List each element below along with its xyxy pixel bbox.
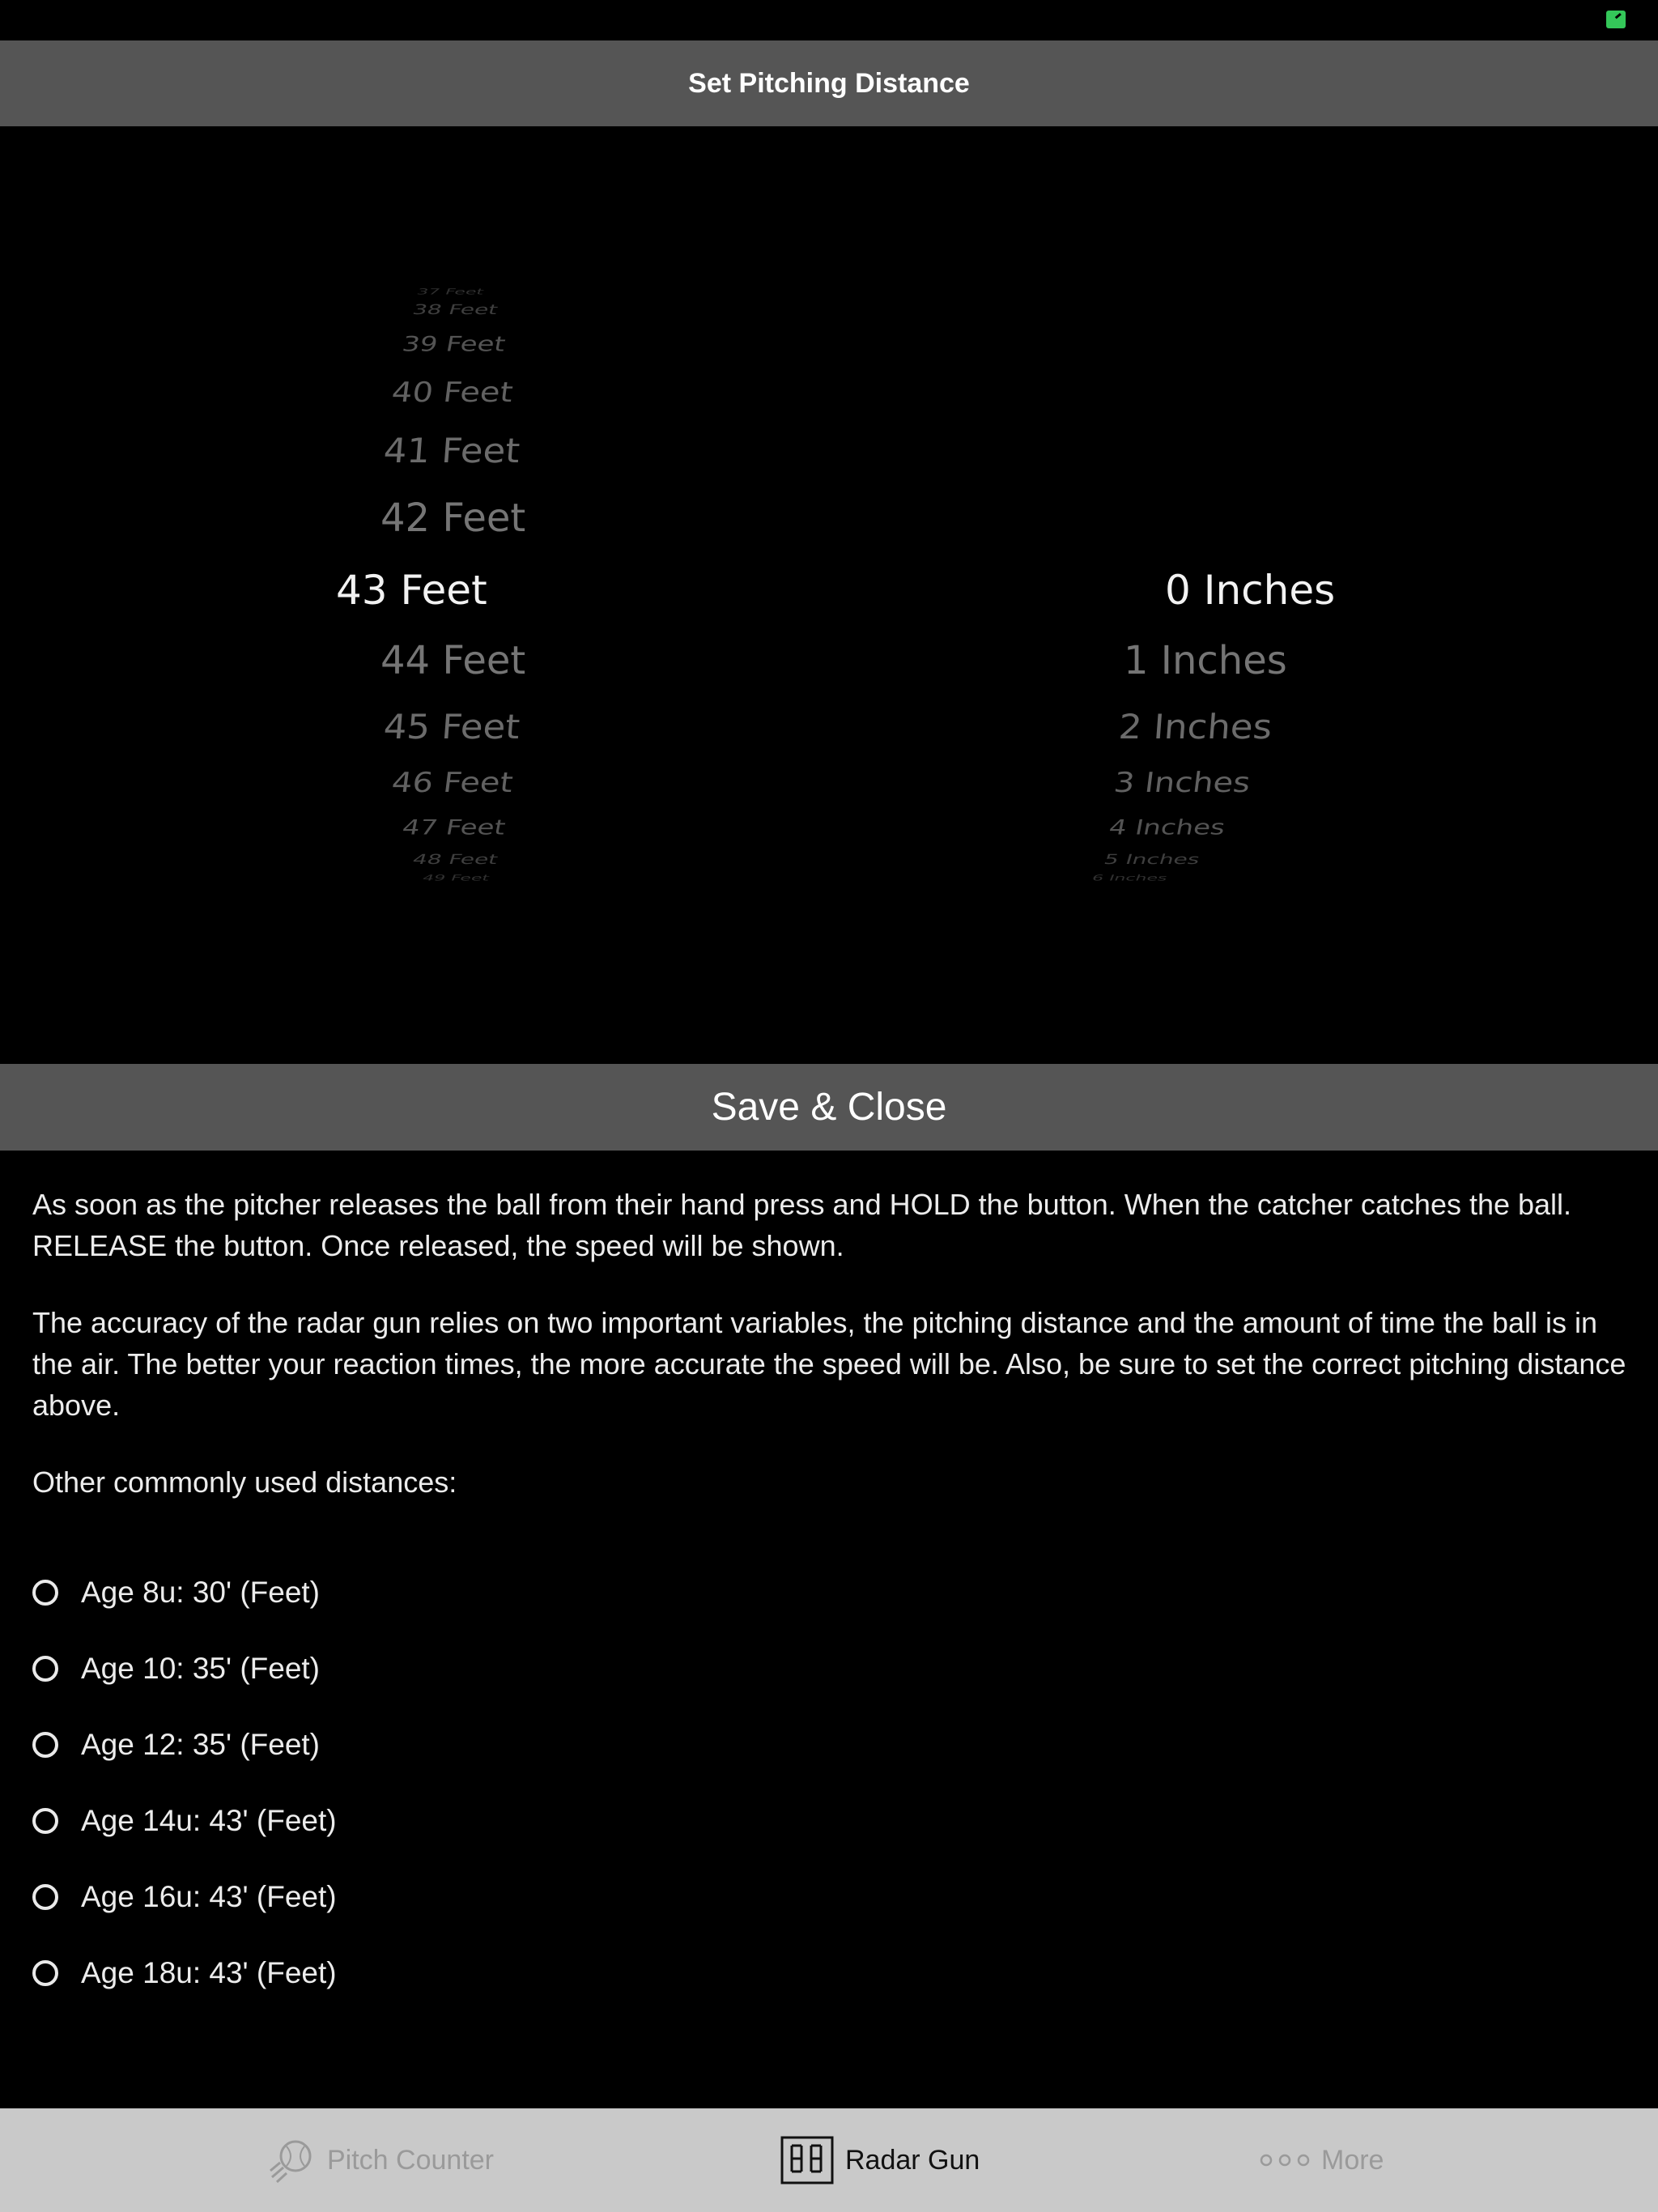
radio-button[interactable]: [32, 1884, 58, 1910]
option-label: Age 16u: 43' (Feet): [81, 1880, 337, 1913]
tab-label: Pitch Counter: [327, 2144, 494, 2176]
option-label: Age 18u: 43' (Feet): [81, 1956, 337, 1989]
inches-picker-wheel[interactable]: [829, 126, 1658, 1064]
picker-selected-feet[interactable]: 43 Feet: [336, 567, 487, 614]
tab-label: More: [1321, 2144, 1384, 2176]
radio-button[interactable]: [32, 1580, 58, 1606]
picker-option[interactable]: 42 Feet: [380, 496, 526, 541]
save-close-label: Save & Close: [711, 1086, 947, 1129]
instruction-paragraph: The accuracy of the radar gun relies on two important variables, the pitching distance and the amount of time the ball is in the air. The better your reaction times, the more accurate the speed will be. Also, be sure to set the correct pitching distance above.: [32, 1306, 1626, 1422]
feet-picker-wheel[interactable]: [0, 126, 829, 1064]
picker-option[interactable]: 1 Inches: [1124, 638, 1287, 683]
picker-option[interactable]: 39 Feet: [400, 332, 508, 356]
picker-option[interactable]: 40 Feet: [389, 376, 515, 409]
save-close-button[interactable]: [0, 1064, 1658, 1151]
picker-option[interactable]: 45 Feet: [382, 706, 521, 747]
option-label: Age 12: 35' (Feet): [81, 1728, 321, 1761]
digital-display-icon: [780, 2136, 834, 2184]
picker-selected-inches[interactable]: 0 Inches: [1165, 567, 1336, 614]
baseball-icon: [269, 2137, 316, 2184]
page-title: Set Pitching Distance: [688, 67, 970, 99]
tab-label: Radar Gun: [845, 2144, 980, 2176]
picker-option[interactable]: 5 Inches: [1102, 851, 1202, 868]
picker-option[interactable]: 41 Feet: [382, 430, 521, 471]
status-bar: [0, 0, 1658, 40]
distance-option[interactable]: [32, 1783, 337, 1859]
tab-pitch-counter[interactable]: [269, 2108, 494, 2212]
distance-option[interactable]: [32, 1631, 337, 1707]
tab-bar: [0, 2108, 1658, 2212]
distance-options-list: [32, 1555, 337, 2011]
option-label: Age 10: 35' (Feet): [81, 1652, 321, 1685]
picker-option[interactable]: 44 Feet: [380, 638, 526, 683]
radio-button[interactable]: [32, 1808, 58, 1834]
distance-option[interactable]: [32, 1859, 337, 1935]
instructions: [32, 1184, 1627, 1538]
picker-option[interactable]: 46 Feet: [389, 767, 515, 799]
distance-option[interactable]: [32, 1935, 337, 2011]
radio-button[interactable]: [32, 1656, 58, 1682]
picker-option[interactable]: 38 Feet: [410, 301, 500, 318]
picker-option[interactable]: 49 Feet: [420, 873, 491, 883]
picker-option[interactable]: 6 Inches: [1090, 873, 1169, 883]
navigation-bar: [0, 40, 1658, 126]
picker-option[interactable]: 37 Feet: [414, 287, 486, 297]
radio-button[interactable]: [32, 1732, 58, 1758]
option-label: Age 8u: 30' (Feet): [81, 1576, 321, 1609]
distances-heading: Other commonly used distances:: [32, 1465, 457, 1499]
battery-icon: [1606, 11, 1626, 28]
picker-option[interactable]: 48 Feet: [410, 851, 500, 868]
picker-option[interactable]: 2 Inches: [1117, 706, 1273, 747]
picker-option[interactable]: 47 Feet: [400, 815, 508, 840]
distance-option[interactable]: [32, 1555, 337, 1631]
tab-more[interactable]: [1260, 2108, 1384, 2212]
distance-picker[interactable]: [0, 126, 1658, 1064]
radio-button[interactable]: [32, 1960, 58, 1986]
picker-option[interactable]: 3 Inches: [1112, 767, 1252, 799]
distance-option[interactable]: [32, 1707, 337, 1783]
picker-option[interactable]: 4 Inches: [1107, 815, 1227, 840]
option-label: Age 14u: 43' (Feet): [81, 1804, 337, 1837]
more-dots-icon: [1260, 2152, 1310, 2168]
instruction-paragraph: As soon as the pitcher releases the ball from their hand press and HOLD the button. When the catcher catches the ball. RELEASE the button. Once released, the speed will be shown.: [32, 1188, 1572, 1262]
tab-radar-gun[interactable]: [780, 2108, 980, 2212]
